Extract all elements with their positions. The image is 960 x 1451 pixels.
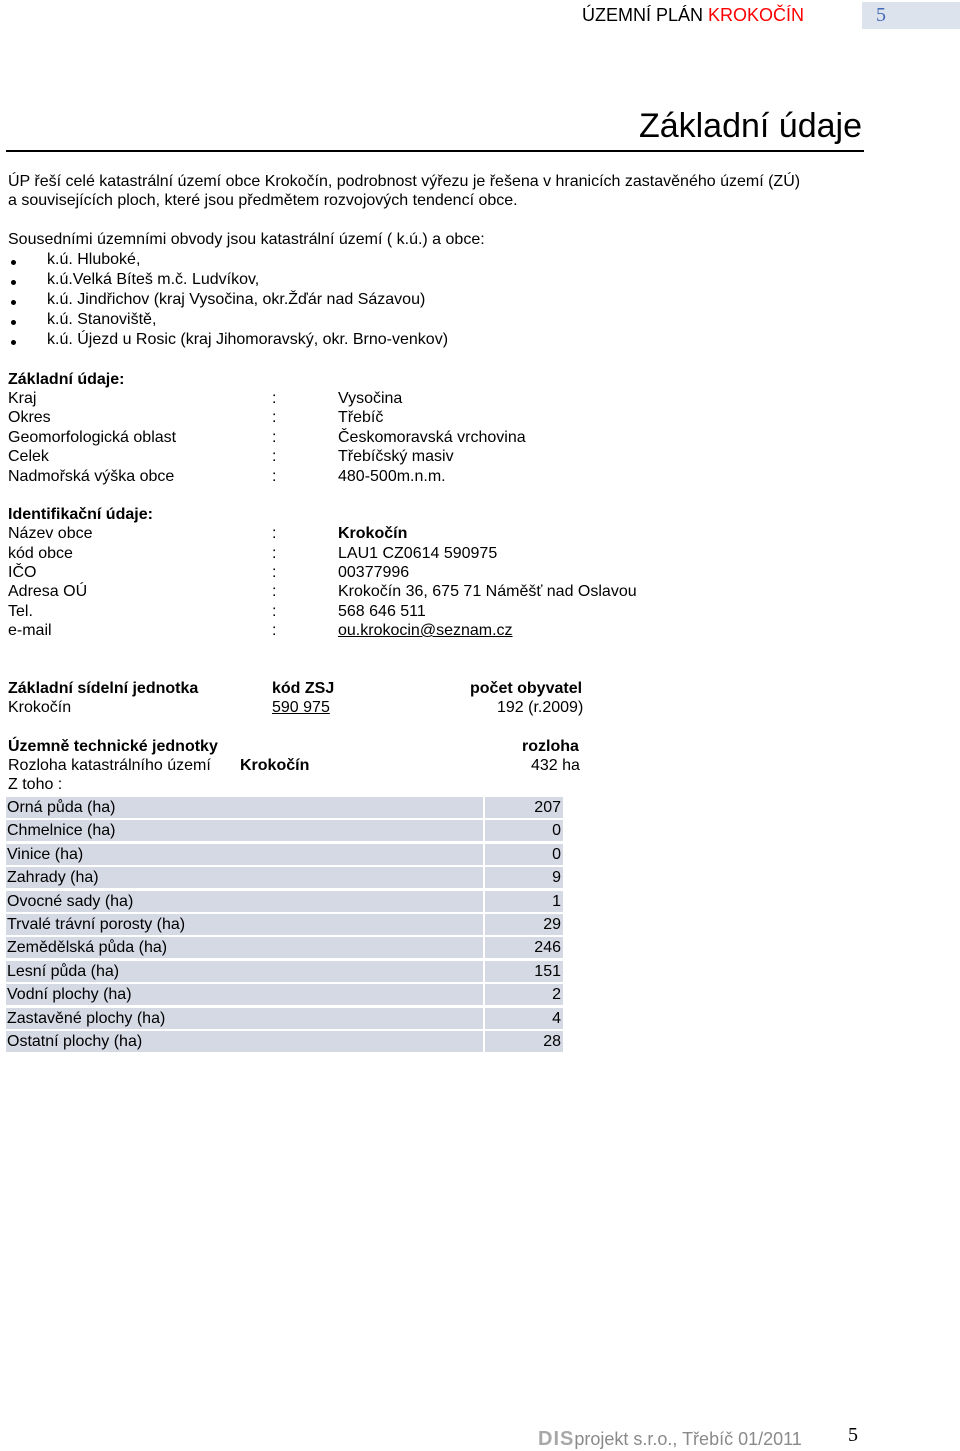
identification-label: Název obce — [8, 525, 93, 542]
land-use-value: 9 — [552, 869, 561, 886]
identification-separator: : — [272, 525, 277, 542]
land-use-label: Orná půda (ha) — [7, 799, 116, 816]
table-row — [6, 844, 563, 867]
settlement-col-unit: Základní sídelní jednotka — [8, 680, 199, 697]
table-row — [6, 937, 563, 960]
basic-data-value: Vysočina — [338, 390, 403, 407]
identification-separator: : — [272, 583, 277, 600]
land-use-label: Zastavěné plochy (ha) — [7, 1010, 166, 1027]
table-row — [6, 797, 563, 820]
basic-data-separator: : — [272, 448, 277, 465]
basic-data-separator: : — [272, 390, 277, 407]
identification-separator: : — [272, 622, 277, 639]
municipality-name: Krokočín — [338, 525, 408, 542]
basic-data-separator: : — [272, 429, 277, 446]
table-row — [6, 984, 563, 1007]
land-use-value: 28 — [543, 1033, 561, 1050]
land-use-value: 0 — [552, 822, 561, 839]
table-row — [6, 891, 563, 914]
table-row — [6, 1031, 563, 1054]
basic-data-label: Geomorfologická oblast — [8, 429, 177, 446]
identification-label: Adresa OÚ — [8, 583, 88, 600]
footer-brand: DIS — [538, 1428, 575, 1450]
land-use-label: Zahrady (ha) — [7, 869, 99, 886]
column-divider — [483, 1031, 485, 1052]
land-use-value: 0 — [552, 846, 561, 863]
settlement-col-population: počet obyvatel — [470, 680, 583, 697]
column-divider — [483, 961, 485, 982]
basic-data-separator: : — [272, 468, 277, 485]
territorial-area-unit: Krokočín — [240, 757, 310, 774]
identification-value: LAU1 CZ0614 590975 — [338, 545, 498, 562]
land-use-label: Ovocné sady (ha) — [7, 893, 134, 910]
column-divider — [483, 797, 485, 818]
basic-data-label: Okres — [8, 409, 51, 426]
identification-separator: : — [272, 564, 277, 581]
header-title-municipality: KROKOČÍN — [708, 5, 805, 25]
land-use-value: 207 — [534, 799, 561, 816]
identification-separator: : — [272, 603, 277, 620]
identification-label: Tel. — [8, 603, 33, 620]
neighbor-item: k.ú. Újezd u Rosic (kraj Jihomoravský, okr. Brno-venkov) — [47, 331, 449, 348]
footer-page-number: 5 — [848, 1424, 858, 1446]
settlement-population: 192 (r.2009) — [497, 699, 584, 716]
column-divider — [483, 844, 485, 865]
basic-data-value: Českomoravská vrchovina — [338, 429, 526, 446]
basic-data-separator: : — [272, 409, 277, 426]
section-rule — [6, 150, 864, 152]
neighbor-item: k.ú. Stanoviště, — [47, 311, 157, 328]
intro-line-2: a souvisejících ploch, které jsou předmětem rozvojových tendencí obce. — [8, 192, 518, 209]
identification-label: kód obce — [8, 545, 73, 562]
territorial-col-area: rozloha — [522, 738, 579, 755]
basic-data-value: Třebíčský masiv — [338, 448, 454, 465]
header-title-prefix: ÚZEMNÍ PLÁN — [582, 5, 704, 25]
land-use-label: Lesní půda (ha) — [7, 963, 120, 980]
footer-text: projekt s.r.o., Třebíč 01/2011 — [574, 1429, 802, 1449]
land-use-label: Trvalé trávní porosty (ha) — [7, 916, 186, 933]
email-link[interactable]: ou.krokocin@seznam.cz — [338, 622, 513, 639]
identification-value: 00377996 — [338, 564, 410, 581]
bullet-icon — [11, 260, 16, 265]
column-divider — [483, 914, 485, 935]
footer-brand-line — [538, 1428, 802, 1450]
neighbor-item: k.ú. Hluboké, — [47, 251, 141, 268]
land-use-label: Vinice (ha) — [7, 846, 84, 863]
land-use-value: 1 — [552, 893, 561, 910]
identification-value: 568 646 511 — [338, 603, 426, 620]
table-row — [6, 867, 563, 890]
identification-label: IČO — [8, 564, 37, 581]
identification-separator: : — [272, 545, 277, 562]
bullet-icon — [11, 340, 16, 345]
land-use-value: 2 — [552, 986, 561, 1003]
column-divider — [483, 867, 485, 888]
land-use-value: 246 — [534, 939, 561, 956]
basic-data-label: Kraj — [8, 390, 37, 407]
territorial-col-unit: Územně technické jednotky — [8, 738, 218, 755]
settlement-code: 590 975 — [272, 699, 330, 716]
basic-data-label: Celek — [8, 448, 49, 465]
identification-heading: Identifikační údaje: — [8, 506, 153, 523]
intro-line-1: ÚP řeší celé katastrální území obce Krokočín, podrobnost výřezu je řešena v hranicích zastavěného území (ZÚ) — [8, 173, 801, 190]
neighbor-item: k.ú.Velká Bíteš m.č. Ludvíkov, — [47, 271, 260, 288]
basic-data-label: Nadmořská výška obce — [8, 468, 175, 485]
bullet-icon — [11, 320, 16, 325]
territorial-of-which: Z toho : — [8, 776, 63, 793]
basic-data-value: 480-500m.n.m. — [338, 468, 446, 485]
identification-label: e-mail — [8, 622, 52, 639]
column-divider — [483, 937, 485, 958]
column-divider — [483, 891, 485, 912]
territorial-area-label: Rozloha katastrálního území — [8, 757, 211, 774]
settlement-col-code: kód ZSJ — [272, 680, 335, 697]
bullet-icon — [11, 300, 16, 305]
land-use-label: Zemědělská půda (ha) — [7, 939, 168, 956]
table-row — [6, 1008, 563, 1031]
land-use-value: 151 — [534, 963, 561, 980]
header-page-number: 5 — [862, 2, 960, 29]
identification-value: Krokočín 36, 675 71 Náměšť nad Oslavou — [338, 583, 637, 600]
territorial-area-value: 432 ha — [531, 757, 580, 774]
table-row — [6, 820, 563, 843]
table-row — [6, 961, 563, 984]
land-use-label: Chmelnice (ha) — [7, 822, 116, 839]
column-divider — [483, 984, 485, 1005]
land-use-value: 4 — [552, 1010, 561, 1027]
land-use-label: Ostatní plochy (ha) — [7, 1033, 143, 1050]
table-row — [6, 914, 563, 937]
neighbor-item: k.ú. Jindřichov (kraj Vysočina, okr.Žďár nad Sázavou) — [47, 291, 426, 308]
column-divider — [483, 1008, 485, 1029]
basic-data-heading: Základní údaje: — [8, 371, 125, 388]
section-title: Základní údaje — [638, 107, 862, 145]
land-use-label: Vodní plochy (ha) — [7, 986, 132, 1003]
land-use-value: 29 — [543, 916, 561, 933]
neighbors-heading: Sousedními územními obvody jsou katastrální území ( k.ú.) a obce: — [8, 231, 485, 248]
column-divider — [483, 820, 485, 841]
bullet-icon — [11, 280, 16, 285]
settlement-unit: Krokočín — [8, 699, 72, 716]
running-header — [582, 4, 804, 26]
basic-data-value: Třebíč — [338, 409, 384, 426]
